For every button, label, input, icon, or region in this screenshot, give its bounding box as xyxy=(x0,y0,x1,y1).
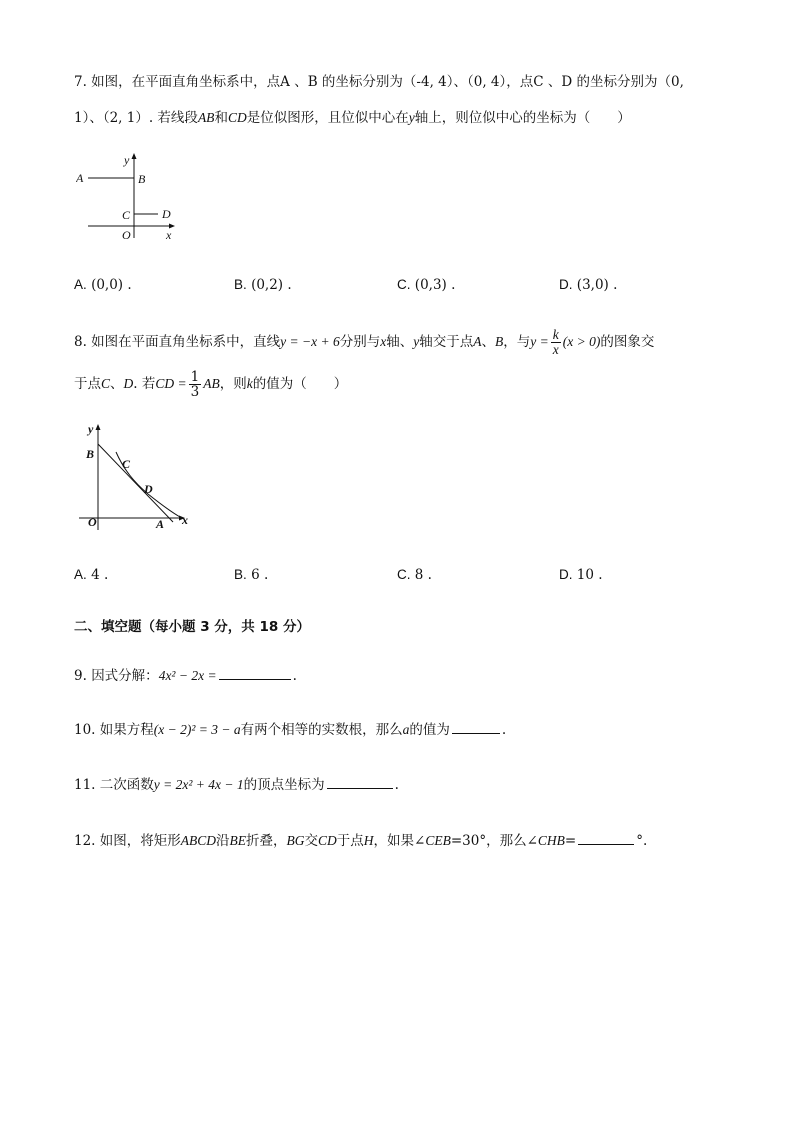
q7-line-1: 7. 如图，在平面直角坐标系中，点A 、B 的坐标分别为（-4, 4）、（0, 4），点C 、D 的坐标分别为（0, xyxy=(74,74,684,90)
q7-figure xyxy=(76,150,186,245)
q7-option-a[interactable]: A. (0,0) . xyxy=(74,277,132,293)
q12: 12. 如图，将矩形ABCD沿BE折叠，BG交CD于点H，如果∠CEB=30°，那么∠CHB= °. xyxy=(74,830,647,851)
q7-option-b[interactable]: B. (0,2) . xyxy=(234,277,292,293)
q8-line-2: 于点C、D. 若CD = $\frac{1}{3}$ AB，则k的值为（ ） xyxy=(74,369,348,400)
section-heading-fill-in: 二、填空题（每小题 3 分，共 18 分） xyxy=(74,619,310,635)
q8-option-b[interactable]: B. 6 . xyxy=(234,567,269,583)
q12-answer-blank[interactable] xyxy=(578,830,634,845)
q7-option-c[interactable]: C. (0,3) . xyxy=(397,277,456,293)
q8-option-d[interactable]: D. 10 . xyxy=(559,567,603,583)
q7-label-y: y xyxy=(124,153,130,167)
q7-label-x: x xyxy=(166,228,172,242)
q8-line-1: 8. 如图在平面直角坐标系中，直线y = −x + 6分别与x轴、y轴交于点A、B，与y = $\frac{k}{x}$ (x > 0)的图象交 xyxy=(74,327,655,357)
q8-option-c[interactable]: C. 8 . xyxy=(397,567,432,583)
q8-label-c: C xyxy=(122,457,131,471)
q8-k-over-x: $\frac{k}{x}$ xyxy=(552,327,559,357)
q7-label-c: C xyxy=(122,208,131,222)
q7-label-o: O xyxy=(122,228,131,242)
q8-label-y: y xyxy=(88,422,94,436)
q8-figure xyxy=(76,420,196,535)
q8-y-arrow xyxy=(96,424,101,430)
q8-label-a: A xyxy=(156,517,165,531)
q7-label-a: A xyxy=(76,171,84,185)
q8-label-x: x xyxy=(182,513,188,527)
q11: 11. 二次函数y = 2x² + 4x − 1的顶点坐标为 . xyxy=(74,774,399,795)
q8-one-third: $\frac{1}{3}$ xyxy=(190,369,200,400)
q8-label-o: O xyxy=(88,515,97,529)
q7-line-2: 1）、（2, 1）. 若线段AB和CD是位似图形，且位似中心在y轴上，则位似中心的坐标为（ ） xyxy=(74,110,631,126)
q10: 10. 如果方程(x − 2)² = 3 − a有两个相等的实数根，那么a的值为 . xyxy=(74,719,506,740)
q8-option-a[interactable]: A. 4 . xyxy=(74,567,109,583)
q8-label-b: B xyxy=(86,447,95,461)
q10-answer-blank[interactable] xyxy=(452,719,500,734)
q8-line-ab xyxy=(98,444,173,522)
q9: 9. 因式分解：4x² − 2x = . xyxy=(74,665,297,686)
q11-answer-blank[interactable] xyxy=(327,774,393,789)
q7-label-b: B xyxy=(138,172,146,186)
q7-y-arrow xyxy=(132,153,137,159)
q7-option-d[interactable]: D. (3,0) . xyxy=(559,277,618,293)
q7-label-d: D xyxy=(162,207,171,221)
q8-label-d: D xyxy=(144,482,153,496)
q9-answer-blank[interactable] xyxy=(219,665,291,680)
